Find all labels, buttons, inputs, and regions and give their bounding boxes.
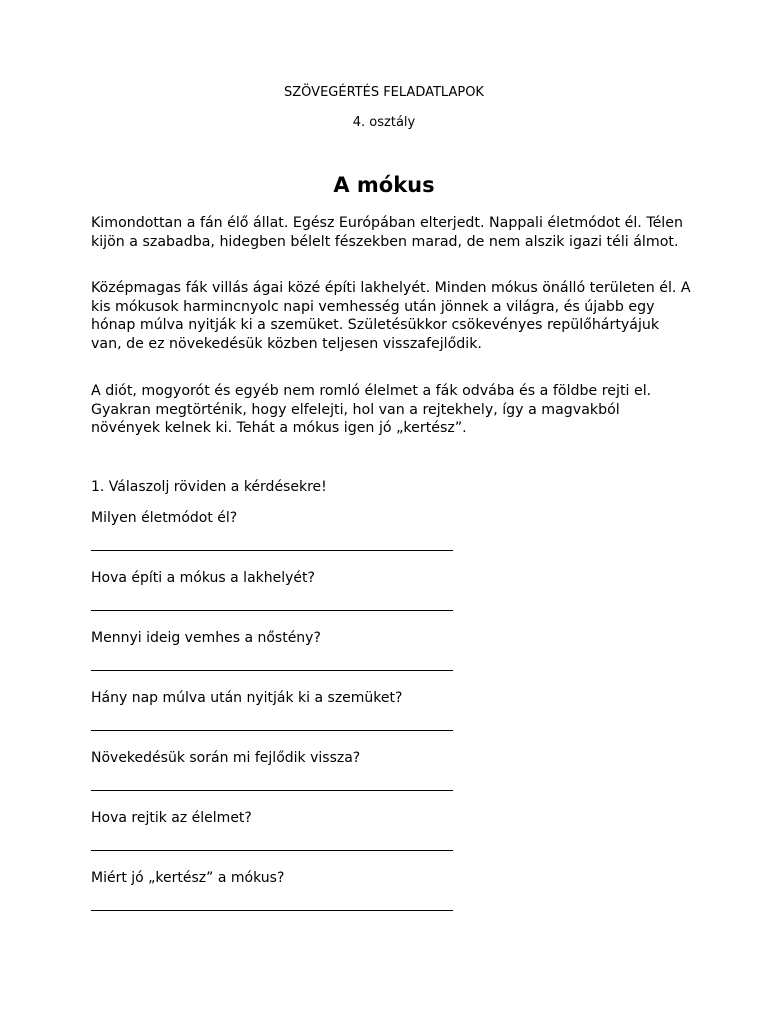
worksheet-series-title: SZÖVEGÉRTÉS FELADATLAPOK xyxy=(284,85,484,100)
answer-line[interactable] xyxy=(91,550,453,551)
answer-line[interactable] xyxy=(91,610,453,611)
question-block-2 xyxy=(91,569,691,611)
page-title: A mókus xyxy=(333,173,435,197)
answer-line[interactable] xyxy=(91,670,453,671)
task-instruction: 1. Válaszolj röviden a kérdésekre! xyxy=(91,479,327,495)
question-text: Miért jó „kertész” a mókus? xyxy=(91,870,285,886)
question-text: Hova rejtik az élelmet? xyxy=(91,810,252,826)
answer-line[interactable] xyxy=(91,790,453,791)
question-block-4 xyxy=(91,689,691,731)
answer-line[interactable] xyxy=(91,730,453,731)
answer-line[interactable] xyxy=(91,910,453,911)
text-paragraph-2: Középmagas fák villás ágai közé építi lakhelyét. Minden mókus önálló területen él. A kis mókusok harmincnyolc napi vemhesség után jönnek a világra, és újabb egy hónap múlva nyitják ki a szemüket. Születésükkor csökevényes repülőhártyájuk van, de ez növekedésük közben teljesen visszafejlődik. xyxy=(91,280,691,352)
question-block-1 xyxy=(91,509,691,551)
text-paragraph-1: Kimondottan a fán élő állat. Egész Európában elterjedt. Nappali életmódot él. Télen kijön a szabadba, hidegben bélelt fészekben marad, de nem alszik igazi téli álmot. xyxy=(91,215,683,250)
question-block-7 xyxy=(91,869,691,911)
question-block-6 xyxy=(91,809,691,851)
question-text: Mennyi ideig vemhes a nőstény? xyxy=(91,630,321,646)
question-text: Hány nap múlva után nyitják ki a szemüket? xyxy=(91,690,403,706)
question-text: Növekedésük során mi fejlődik vissza? xyxy=(91,750,361,766)
text-paragraph-3: A diót, mogyorót és egyéb nem romló élelmet a fák odvába és a földbe rejti el. Gyakran megtörténik, hogy elfelejti, hol van a rejtekhely, így a magvakból növények kelnek ki. Tehát a mókus igen jó „kertész”. xyxy=(91,383,652,436)
answer-line[interactable] xyxy=(91,850,453,851)
question-block-5 xyxy=(91,749,691,791)
question-text: Hova építi a mókus a lakhelyét? xyxy=(91,570,315,586)
grade-label: 4. osztály xyxy=(352,115,416,130)
question-text: Milyen életmódot él? xyxy=(91,510,238,526)
question-block-3 xyxy=(91,629,691,671)
